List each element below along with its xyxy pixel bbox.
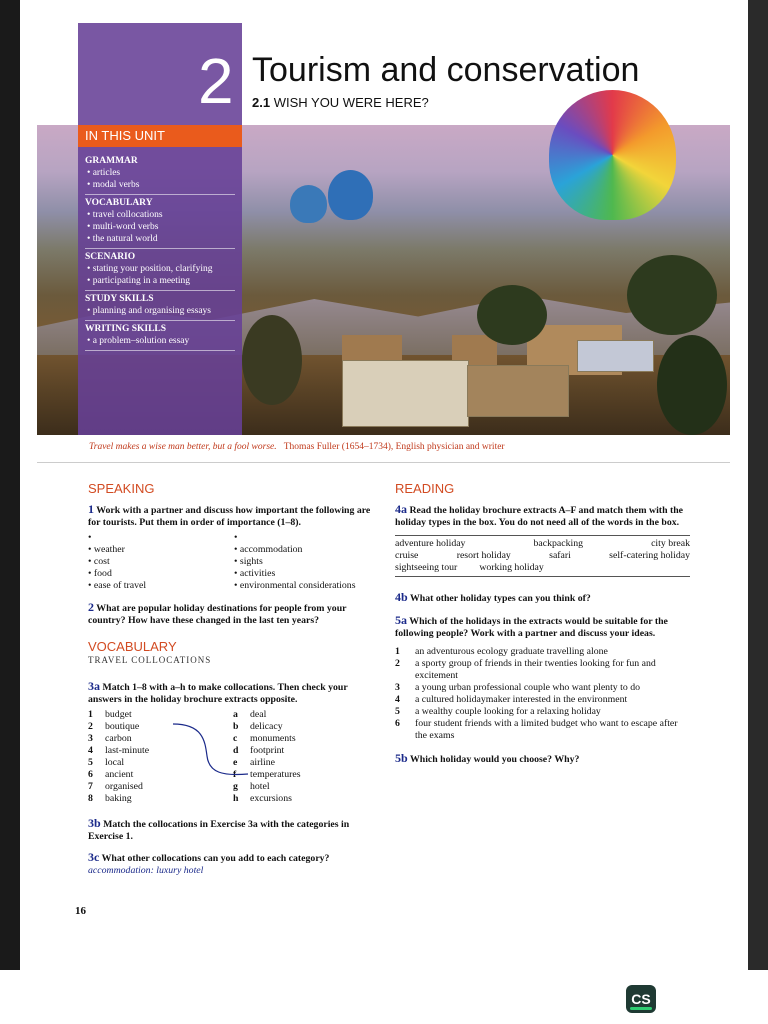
- holiday-type: city break: [651, 538, 690, 549]
- exercise-3b: 3b Match the collocations in Exercise 3a with the categories in Exercise 1.: [88, 816, 350, 842]
- item-word: excursions: [250, 793, 292, 804]
- page-title: Tourism and conservation: [252, 51, 640, 89]
- person-text: a sporty group of friends in their twenties looking for fun and excitement: [415, 658, 656, 681]
- holiday-type: sightseeing tour: [395, 562, 458, 573]
- hot-air-balloon-large: [549, 90, 676, 220]
- holiday-box-row: [395, 562, 690, 574]
- person-number: 6: [395, 718, 400, 729]
- unit-section: [85, 291, 235, 321]
- unit-section: [85, 195, 235, 249]
- item-letter: 5: [88, 757, 93, 768]
- unit-section: [85, 153, 235, 195]
- exercise-2: 2 What are popular holiday destinations for people from your country? How have these changed in the last ten years?: [88, 600, 347, 626]
- factors-list: [88, 532, 380, 592]
- exercise-1: 1 Work with a partner and discuss how important the following are for tourists. Put them in order of importance (1–8).: [88, 502, 371, 528]
- person-item: [395, 718, 690, 742]
- quote: Travel makes a wise man better, but a fool worse. Thomas Fuller (1654–1734), English physician and writer: [89, 442, 505, 452]
- holiday-box-row: [395, 550, 690, 562]
- factor-item: • food: [88, 568, 234, 580]
- item-letter: 4: [88, 745, 93, 756]
- in-this-unit-heading: IN THIS UNIT: [78, 125, 242, 147]
- match-line: [173, 721, 253, 781]
- item-word: organised: [105, 781, 143, 792]
- factor-item: • cost: [88, 556, 234, 568]
- item-word: footprint: [250, 745, 285, 756]
- unit-section-item: • planning and organising essays: [87, 306, 211, 316]
- item-letter: b: [233, 721, 239, 732]
- item-word: hotel: [250, 781, 270, 792]
- unit-section-title: WRITING SKILLS: [85, 324, 167, 334]
- factor-item: • • accommodation: [234, 544, 380, 556]
- holiday-type: safari: [549, 550, 571, 561]
- exercise-5b: 5b Which holiday would you choose? Why?: [395, 751, 580, 765]
- collocation-left-item: [88, 709, 233, 721]
- exercise-4a: 4a Read the holiday brochure extracts A–F and match them with the holiday types in the box. You do not need all of the words in the box.: [395, 502, 684, 528]
- unit-section-item: • a problem–solution essay: [87, 336, 190, 346]
- unit-section-item: • articles: [87, 168, 121, 178]
- unit-number: 2: [198, 45, 234, 117]
- item-word: boutique: [105, 721, 140, 732]
- item-letter: h: [233, 793, 239, 804]
- holiday-type: working holiday: [479, 562, 544, 573]
- person-number: 1: [395, 646, 400, 657]
- factor-item: • ease of travel: [88, 580, 234, 592]
- item-letter: 3: [88, 733, 93, 744]
- item-word: carbon: [105, 733, 132, 744]
- collocation-right-item: [233, 781, 301, 793]
- holiday-type: resort holiday: [456, 550, 511, 561]
- item-word: temperatures: [250, 769, 301, 780]
- person-text: a wealthy couple looking for a relaxing holiday: [415, 706, 601, 717]
- person-item: [395, 706, 690, 718]
- unit-section-item: • the natural world: [87, 234, 158, 244]
- item-letter: 2: [88, 721, 93, 732]
- unit-header: [37, 23, 730, 435]
- collocation-right-item: [233, 709, 301, 721]
- person-text: four student friends with a limited budget who want to escape after the exams: [415, 718, 678, 741]
- collocation-left-item: [88, 793, 233, 805]
- item-letter: 1: [88, 709, 93, 720]
- holiday-box-row: [395, 538, 690, 550]
- item-word: deal: [250, 709, 267, 720]
- holiday-type: adventure holiday: [395, 538, 466, 549]
- person-number: 5: [395, 706, 400, 717]
- item-word: budget: [105, 709, 132, 720]
- factor-item: • • weather: [88, 544, 234, 556]
- hot-air-balloon-blue: [328, 170, 373, 220]
- hot-air-balloon-small: [290, 185, 327, 223]
- item-letter: e: [233, 757, 238, 768]
- person-item: [395, 694, 690, 706]
- item-letter: d: [233, 745, 239, 756]
- unit-section-item: • modal verbs: [87, 180, 140, 190]
- item-letter: a: [233, 709, 238, 720]
- exercise-3c-example: accommodation: luxury hotel: [88, 865, 204, 876]
- unit-section: [85, 321, 235, 351]
- holiday-type: cruise: [395, 550, 419, 561]
- item-word: ancient: [105, 769, 134, 780]
- person-number: 4: [395, 694, 400, 705]
- person-item: [395, 682, 690, 694]
- unit-section: [85, 249, 235, 291]
- unit-section-title: VOCABULARY: [85, 198, 153, 208]
- person-number: 2: [395, 658, 400, 669]
- item-letter: c: [233, 733, 238, 744]
- person-number: 3: [395, 682, 400, 693]
- page-number: 16: [75, 905, 86, 917]
- unit-section-title: GRAMMAR: [85, 156, 138, 166]
- textbook-page: [20, 0, 748, 970]
- unit-sidebar: [78, 23, 242, 435]
- exercise-3a: 3a Match 1–8 with a–h to make collocations. Then check your answers in the holiday brochure extracts opposite.: [88, 679, 348, 705]
- factor-item: • activities: [234, 568, 380, 580]
- exercise-5a: 5a Which of the holidays in the extracts would be suitable for the following people? Work with a partner and discuss your ideas.: [395, 613, 668, 639]
- item-word: baking: [105, 793, 132, 804]
- reading-heading: READING: [395, 481, 455, 496]
- left-border: [0, 0, 20, 970]
- holiday-type: backpacking: [533, 538, 584, 549]
- exercise-3c: 3c What other collocations can you add to each category?: [88, 850, 330, 864]
- item-word: monuments: [250, 733, 296, 744]
- unit-section-title: STUDY SKILLS: [85, 294, 154, 304]
- right-column: [395, 483, 690, 769]
- unit-section-item: • multi-word verbs: [87, 222, 159, 232]
- item-letter: 8: [88, 793, 93, 804]
- holiday-types-box: [395, 535, 690, 577]
- unit-section-title: SCENARIO: [85, 252, 136, 262]
- lesson-title: 2.1 WISH YOU WERE HERE?: [252, 95, 429, 110]
- left-column: [88, 483, 380, 877]
- vocabulary-heading: VOCABULARY: [88, 639, 177, 654]
- person-item: [395, 658, 690, 682]
- item-word: last-minute: [105, 745, 150, 756]
- vocabulary-subheading: TRAVEL COLLOCATIONS: [88, 655, 212, 665]
- factor-item: • sights: [234, 556, 380, 568]
- right-border: [748, 0, 768, 970]
- item-word: airline: [250, 757, 276, 768]
- exercise-4b: 4b What other holiday types can you think of?: [395, 590, 591, 604]
- unit-section-item: • stating your position, clarifying: [87, 264, 213, 274]
- camscanner-logo[interactable]: CS: [626, 985, 656, 1013]
- item-letter: f: [233, 769, 237, 780]
- unit-section-item: • participating in a meeting: [87, 276, 191, 286]
- divider: [37, 462, 730, 463]
- speaking-heading: SPEAKING: [88, 481, 155, 496]
- item-letter: g: [233, 781, 238, 792]
- people-list: [395, 646, 690, 742]
- collocation-right-item: [233, 793, 301, 805]
- unit-section-item: • travel collocations: [87, 210, 163, 220]
- person-text: an adventurous ecology graduate travelling alone: [415, 646, 608, 657]
- item-letter: 6: [88, 769, 93, 780]
- holiday-type: self-catering holiday: [609, 550, 690, 561]
- person-text: a young urban professional couple who want plenty to do: [415, 682, 641, 693]
- person-item: [395, 646, 690, 658]
- item-word: delicacy: [250, 721, 283, 732]
- person-text: a cultured holidaymaker interested in the environment: [415, 694, 628, 705]
- factor-item: • environmental considerations: [234, 580, 380, 592]
- collocation-left-item: [88, 781, 233, 793]
- item-word: local: [105, 757, 125, 768]
- item-letter: 7: [88, 781, 93, 792]
- unit-contents: [85, 153, 235, 351]
